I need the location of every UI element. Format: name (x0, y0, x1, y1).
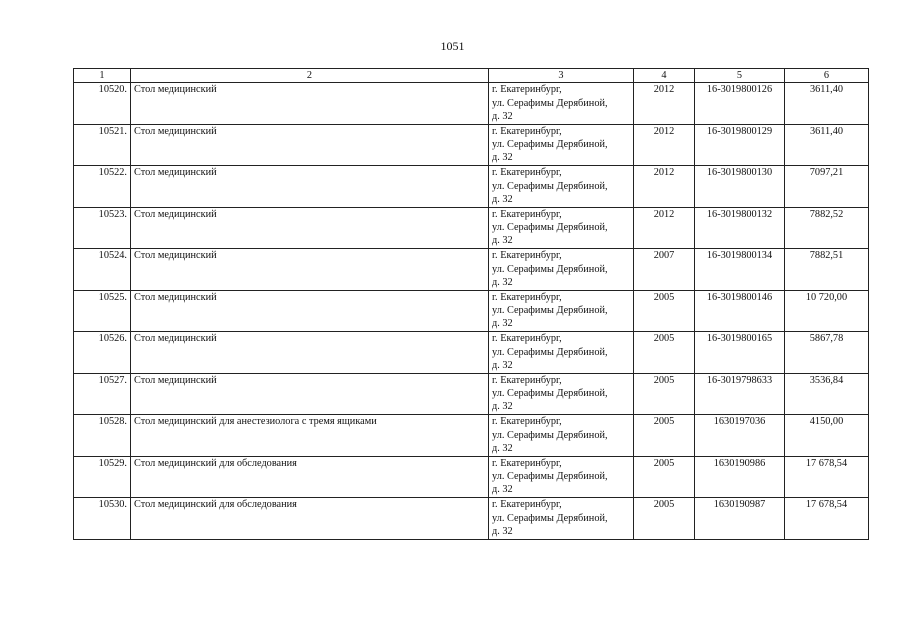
table-row (74, 373, 869, 415)
inventory-number-cell: 16-3019800129 (695, 124, 785, 166)
address-line: ул. Серафимы Дерябиной, (492, 512, 608, 524)
address-line: г. Екатеринбург, (492, 250, 562, 262)
table-row (74, 498, 869, 540)
year-cell: 2012 (634, 124, 695, 166)
address-cell (489, 415, 634, 457)
address-line: д. 32 (492, 359, 513, 371)
table-row (74, 332, 869, 374)
column-header: 4 (634, 69, 695, 83)
address-cell (489, 249, 634, 291)
cost-cell: 5867,78 (785, 332, 869, 374)
year-cell: 2012 (634, 166, 695, 208)
table-row (74, 456, 869, 498)
inventory-number-cell: 1630190986 (695, 456, 785, 498)
year-cell: 2012 (634, 83, 695, 125)
address-line: г. Екатеринбург, (492, 84, 562, 96)
address-cell (489, 83, 634, 125)
address-line: д. 32 (492, 110, 513, 122)
table-row (74, 290, 869, 332)
table-row (74, 207, 869, 249)
year-cell: 2005 (634, 415, 695, 457)
address-line: ул. Серафимы Дерябиной, (492, 263, 608, 275)
year-cell: 2005 (634, 332, 695, 374)
item-name-cell: Стол медицинский (131, 290, 489, 332)
item-name-cell: Стол медицинский (131, 373, 489, 415)
address-line: г. Екатеринбург, (492, 374, 562, 386)
row-number-cell: 10521. (74, 124, 131, 166)
cost-cell: 3536,84 (785, 373, 869, 415)
row-number-cell: 10530. (74, 498, 131, 540)
address-line: д. 32 (492, 484, 513, 496)
address-line: г. Екатеринбург, (492, 125, 562, 137)
address-cell (489, 166, 634, 208)
row-number-cell: 10526. (74, 332, 131, 374)
row-number-cell: 10528. (74, 415, 131, 457)
address-line: ул. Серафимы Дерябиной, (492, 346, 608, 358)
address-line: ул. Серафимы Дерябиной, (492, 388, 608, 400)
item-name-cell: Стол медицинский для анестезиолога с тремя ящиками (131, 415, 489, 457)
address-cell (489, 498, 634, 540)
address-line: г. Екатеринбург, (492, 457, 562, 469)
address-line: г. Екатеринбург, (492, 291, 562, 303)
row-number-cell: 10527. (74, 373, 131, 415)
inventory-number-cell: 16-3019800165 (695, 332, 785, 374)
item-name-cell: Стол медицинский (131, 332, 489, 374)
address-cell (489, 290, 634, 332)
cost-cell: 3611,40 (785, 83, 869, 125)
inventory-number-cell: 1630197036 (695, 415, 785, 457)
cost-cell: 7882,51 (785, 249, 869, 291)
table-body (74, 83, 869, 540)
column-header: 6 (785, 69, 869, 83)
year-cell: 2005 (634, 456, 695, 498)
table-row (74, 415, 869, 457)
table-row (74, 83, 869, 125)
row-number-cell: 10524. (74, 249, 131, 291)
row-number-cell: 10520. (74, 83, 131, 125)
address-cell (489, 373, 634, 415)
year-cell: 2005 (634, 373, 695, 415)
address-line: ул. Серафимы Дерябиной, (492, 97, 608, 109)
table-header (74, 69, 869, 83)
column-header: 5 (695, 69, 785, 83)
address-line: д. 32 (492, 276, 513, 288)
inventory-number-cell: 16-3019800146 (695, 290, 785, 332)
table-row (74, 166, 869, 208)
address-cell (489, 124, 634, 166)
row-number-cell: 10522. (74, 166, 131, 208)
inventory-number-cell: 16-3019800130 (695, 166, 785, 208)
item-name-cell: Стол медицинский (131, 207, 489, 249)
address-line: ул. Серафимы Дерябиной, (492, 429, 608, 441)
cost-cell: 17 678,54 (785, 498, 869, 540)
address-line: д. 32 (492, 152, 513, 164)
inventory-number-cell: 16-3019800134 (695, 249, 785, 291)
address-line: ул. Серафимы Дерябиной, (492, 471, 608, 483)
cost-cell: 10 720,00 (785, 290, 869, 332)
inventory-number-cell: 16-3019800126 (695, 83, 785, 125)
cost-cell: 7882,52 (785, 207, 869, 249)
column-header: 1 (74, 69, 131, 83)
row-number-cell: 10523. (74, 207, 131, 249)
inventory-number-cell: 16-3019798633 (695, 373, 785, 415)
cost-cell: 3611,40 (785, 124, 869, 166)
address-line: ул. Серафимы Дерябиной, (492, 139, 608, 151)
address-line: д. 32 (492, 401, 513, 413)
address-line: д. 32 (492, 193, 513, 205)
row-number-cell: 10525. (74, 290, 131, 332)
address-cell (489, 456, 634, 498)
address-cell (489, 207, 634, 249)
column-header: 3 (489, 69, 634, 83)
table-row (74, 249, 869, 291)
item-name-cell: Стол медицинский (131, 249, 489, 291)
cost-cell: 4150,00 (785, 415, 869, 457)
address-line: ул. Серафимы Дерябиной, (492, 180, 608, 192)
year-cell: 2012 (634, 207, 695, 249)
address-line: г. Екатеринбург, (492, 333, 562, 345)
address-line: г. Екатеринбург, (492, 167, 562, 179)
year-cell: 2007 (634, 249, 695, 291)
address-line: г. Екатеринбург, (492, 499, 562, 511)
column-number-row (74, 69, 869, 83)
address-line: ул. Серафимы Дерябиной, (492, 305, 608, 317)
item-name-cell: Стол медицинский (131, 166, 489, 208)
cost-cell: 17 678,54 (785, 456, 869, 498)
address-line: г. Екатеринбург, (492, 416, 562, 428)
inventory-number-cell: 1630190987 (695, 498, 785, 540)
item-name-cell: Стол медицинский для обследования (131, 498, 489, 540)
cost-cell: 7097,21 (785, 166, 869, 208)
address-line: г. Екатеринбург, (492, 208, 562, 220)
address-cell (489, 332, 634, 374)
row-number-cell: 10529. (74, 456, 131, 498)
address-line: ул. Серафимы Дерябиной, (492, 222, 608, 234)
page-number: 1051 (440, 39, 465, 53)
year-cell: 2005 (634, 498, 695, 540)
address-line: д. 32 (492, 235, 513, 247)
address-line: д. 32 (492, 525, 513, 537)
inventory-number-cell: 16-3019800132 (695, 207, 785, 249)
item-name-cell: Стол медицинский для обследования (131, 456, 489, 498)
property-registry-table (73, 68, 869, 540)
address-line: д. 32 (492, 318, 513, 330)
address-line: д. 32 (492, 442, 513, 454)
item-name-cell: Стол медицинский (131, 124, 489, 166)
table-row (74, 124, 869, 166)
item-name-cell: Стол медицинский (131, 83, 489, 125)
column-header: 2 (131, 69, 489, 83)
year-cell: 2005 (634, 290, 695, 332)
